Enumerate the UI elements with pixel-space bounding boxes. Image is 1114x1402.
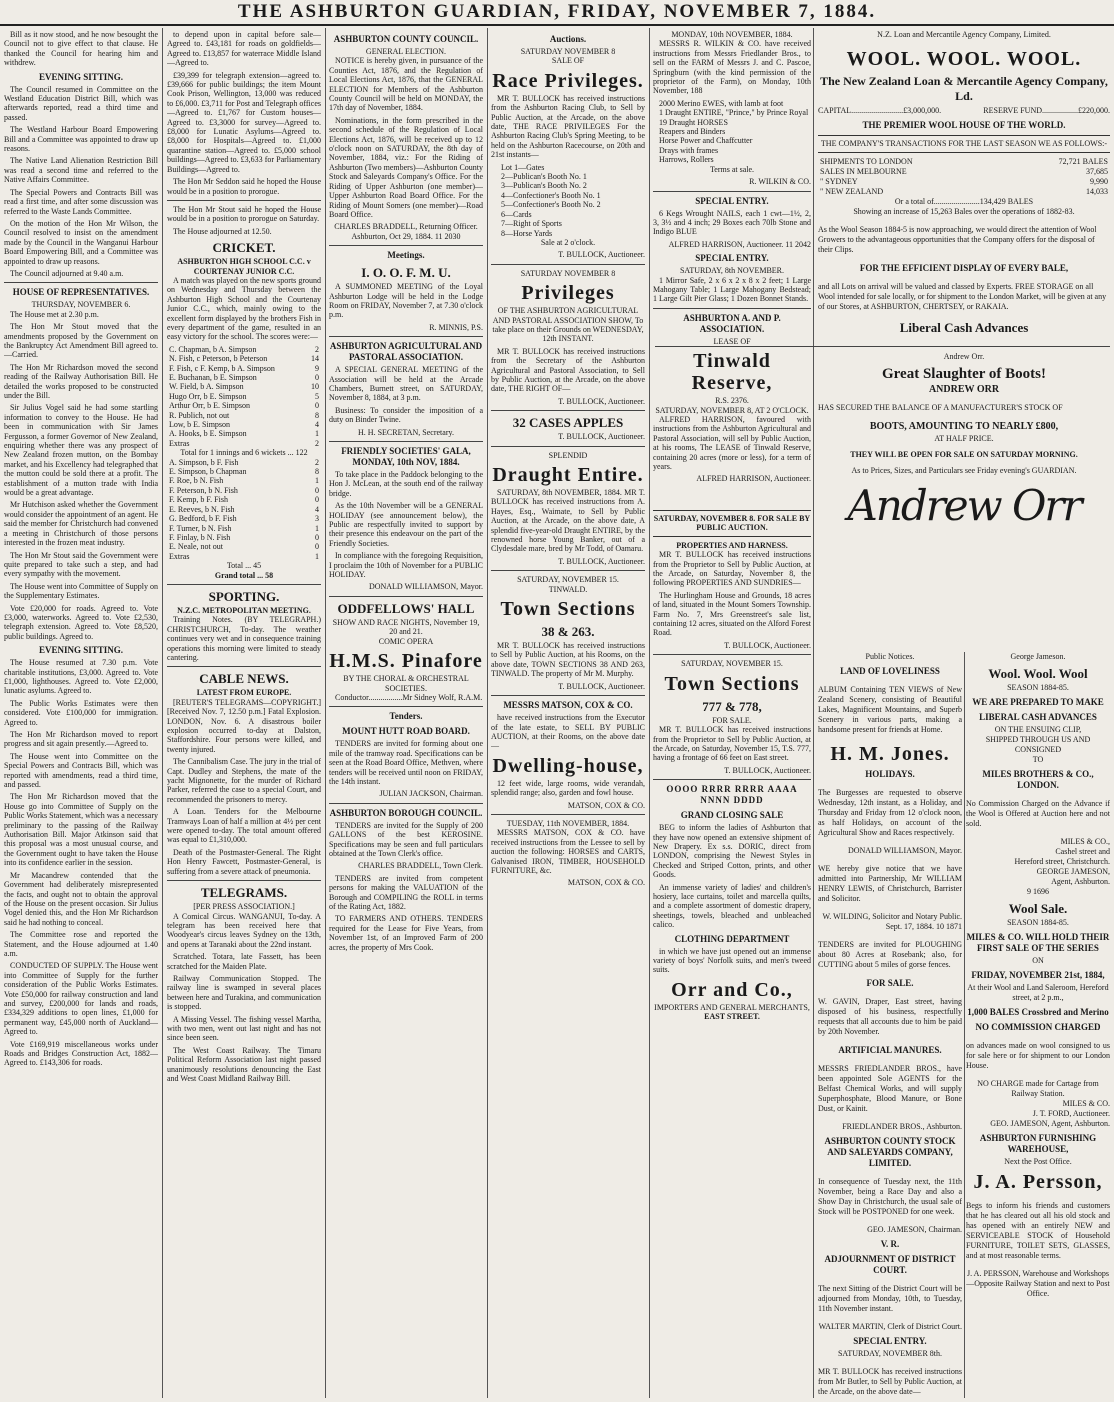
- ad-date: SATURDAY NOVEMBER 8: [520, 47, 616, 56]
- ad-subheading: LEASE OF: [713, 336, 751, 346]
- article-text: The Hon Mr Stout moved that the amendments proposed by the Government on the Bankruptcy Act Amendment Bill agreed to.—Carried.: [4, 322, 158, 360]
- ad-subheading: SPLENDID: [548, 450, 588, 460]
- ad-signature: T. BULLOCK, Auctioneer.: [558, 681, 645, 691]
- jameson-item: NO COMMISSION CHARGED: [975, 1022, 1101, 1032]
- wool-row-label: " SYDNEY: [820, 177, 858, 186]
- score-grand-total: Grand total ... 58: [214, 570, 274, 580]
- notice-item: MR T. BULLOCK has received instructions from Mr Butler, to Sell by Public Auction, at the Arcade, on the above date—: [818, 1367, 962, 1396]
- ad-heading: FOR THE EFFICIENT DISPLAY OF EVERY BALE,: [859, 263, 1069, 273]
- ad-text: Conductor.................Mr Sidney Wolf, R.A.M.: [335, 692, 483, 702]
- capital-row: [818, 106, 1110, 116]
- ad-title: Race Privileges.: [492, 69, 644, 92]
- article-text: The Council resumed in Committee on the Westland Education District Bill, which was afterwards reported, read a third time and passed.: [4, 84, 158, 122]
- ad-subheading: GENERAL ELECTION.: [365, 47, 447, 56]
- race-lot: 7—Right of Sports: [501, 219, 562, 229]
- ad-title: Tinwald Reserve,: [691, 350, 773, 395]
- ad-text: SATURDAY, 8th NOVEMBER, 1884. MR T. BULLOCK has received instructions from A. Hayes, Esq., Waimate, to Sell by Public Auction, at the Arcade, on the above date, A splendid five-year-old Draught ENTIRE, by the renowned horse Young Banker, out of a Clydesdale mare, bred by Mr Todd, of Oamaru.: [491, 488, 645, 554]
- advert-label: N.Z. Loan and Mercantile Agency Company, Limited.: [877, 30, 1051, 39]
- jameson-item: Agent, Ashburton.: [1051, 877, 1110, 886]
- notice-item: WE hereby give notice that we have admitted into Partnership, Mr WILLIAM HENRY LEWIS, of Christchurch, Barrister and Solicitor.: [818, 864, 962, 903]
- ad-text: TENDERS are invited for the Supply of 200 GALLONS of the best KEROSINE. Specifications may be seen and full particulars obtained at the Town Clerk's office.: [329, 820, 483, 858]
- ad-date: SATURDAY, NOVEMBER 8, AT 2 O'CLOCK.: [655, 405, 809, 415]
- ad-signature: CHARLES BRADDELL, Town Clerk.: [358, 861, 483, 871]
- column-notices: ASHBURTON COUNTY COUNCIL. GENERAL ELECTION. NOTICE is hereby given, in pursuance of the Counties Act, 1876, and the Regulation of Local Elections Act, 1876, that the GENERAL ELECTION for Members of the Ashburton County Council will be held on MONDAY, the 17th day of November, 1884. Nominations, in the form prescribed in the second schedule of the Regulation of Local Elections Act, 1876, will be received up to 12 o'clock noon on SATURDAY, the 8th day of November, 1884, viz.: For the Riding of Ashburton (Two members)—Ashburton County Stock and Saleyards Company's Office. For the Riding of Upper Ashburton (one member)—Upper Ashburton Road Board Office. For the Riding of Mount Somers (one member)—Road Board Office. CHARLES BRADDELL, Returning Officer. Ashburton, Oct 29, 1884. 11 2030 Meetings. I. O. O. F. M. U. A SUMMONED MEETING of the Loyal Ashburton Lodge will be held in the Lodge Room on FRIDAY, November 7, at 7.30 o'clock p.m. R. MINNIS, P.S. ASHBURTON AGRICULTURAL AND PASTORAL ASSOCIATION. A SPECIAL GENERAL MEETING of the Association will be held at the Arcade Chambers, Burnett street, on SATURDAY, November 8, 1884, at 3 p.m. Business: To consider the imposition of a duty on Binder Twine. H. H. SECRETAN, Secretary. FRIENDLY SOCIETIES' GALA, MONDAY, 10th NOV, 1884. To take place in the Paddock belonging to the Hon J. McLean, at the south end of the railway bridge. As the 10th November will be a GENERAL HOLIDAY (see announcement below), the Public are respectfully invited to support by their presence this endeavour on the part of the Friendly Societies. In compliance with the foregoing Requisition, I proclaim the 10th of November for a PUBLIC HOLIDAY. DONALD WILLIAMSON, Mayor. ODDFELLOWS' HALL SHOW AND RACE NIGHTS, November 19, 20 and 21. COMIC OPERA H.M.S. Pinafore BY THE CHORAL & ORCHESTRAL SOCIETIES. Conductor.................Mr Sidney Wolf, R.A.M. Tenders. MOUNT HUTT ROAD BOARD. TENDERS are invited for forming about one mile of the tramway road. Specifications can be seen at the Road Board Office, Methven, where tenders will be received until noon on FRIDAY, the 14th instant. JULIAN JACKSON, Chairman. ASHBURTON BOROUGH COUNCIL. TENDERS are invited for the Supply of 200 GALLONS of the best KEROSINE. Specifications may be seen and full particulars obtained at the Town Clerk's office. CHARLES BRADDELL, Town Clerk. TENDERS are invited from competent persons for making the VALUATION of the Borough and COMPILING the ROLL in terms of the Rating Act, 1882. TO FARMERS AND OTHERS. TENDERS required for the Lease for Five Years, from November 1st, of an Improved Farm of 200 acres, the property of Mrs Cook.: [329, 34, 483, 952]
- ad-title: 32 CASES APPLES: [512, 415, 624, 431]
- ad-heading: ASHBURTON COUNTY COUNCIL.: [333, 34, 479, 44]
- wool-row-value: 72,721 BALES: [1058, 157, 1108, 166]
- wool-row-value: 14,033: [1086, 187, 1108, 196]
- ad-heading: ODDFELLOWS' HALL: [337, 600, 475, 616]
- notice-item: W. WILDING, Solicitor and Notary Public.: [822, 912, 962, 921]
- nz-loan-advert: [818, 30, 1110, 40]
- ad-text: A SPECIAL GENERAL MEETING of the Association will be held at the Arcade Chambers, Burnett street, on SATURDAY, November 8, 1884, at 3 p.m.: [329, 365, 483, 403]
- jameson-item: MILES & CO. WILL HOLD THEIR FIRST SALE OF THE SERIES: [966, 932, 1110, 953]
- column-auctions-2: MONDAY, 10th NOVEMBER, 1884. MESSRS R. WILKIN & CO. have received instructions from Messrs Friedlander Bros., to sell on the FARM of Messrs J. and C. Pascoe, Springburn (with the kind permission of the proprietor of the Farm), on Monday, 10th November, 188 2000 Merino EWES, with lamb at foot 1 Draught ENTIRE, "Prince," by Prince Royal 19 Draught HORSES Reapers and Binders Horse Power and Chaffcutter Drays with frames Harrows, Rollers Terms at sale. R. WILKIN & CO. SPECIAL ENTRY. 6 Kegs Wrought NAILS, each 1 cwt—1½, 2, 3, 3½ and 4 inch; 29 Boxes each 70lb Stone and Indigo BLUE ALFRED HARRISON, Auctioneer. 11 2042 SPECIAL ENTRY. SATURDAY, 8th NOVEMBER. 1 Mirror Safe, 2 x 6 x 2 x 8 x 2 feet; 1 Large Mahogany Table; 1 Large Mahogany Bedstead; 1 Large Gilt Pier Glass; 1 Dozen Bonnet Stands. ASHBURTON A. AND P. ASSOCIATION. LEASE OF Tinwald Reserve, R.S. 2376. SATURDAY, NOVEMBER 8, AT 2 O'CLOCK. ALFRED HARRISON, favoured with instructions from the Ashburton Agricultural and Pastoral Association, will sell by Public Auction, at his rooms, The LEASE of Tinwald Reserve, containing 20 acres (more or less), for a term of years. ALFRED HARRISON, Auctioneer.: [653, 30, 811, 484]
- notice-item: In consequence of Tuesday next, the 11th November, being a Race Day and also a Show Day in Christchurch, the usual sale of Stock will be POSTPONED for one week.: [818, 1177, 962, 1216]
- scoreboard-table: C. Chapman, b A. Simpson 2 N. Fish, c Peterson, b Peterson 14 F. Fish, c F. Kemp, b A. Simpson 9 E. Buchanan, b E. Simpson 0 W. Field, b A. Simpson 10 Hugo Orr, b E. Simpson 5 Arthur Orr, b E. Simpson 0 R. Publich, not out 8 Low, b E. Simpson 4 A. Hooks, b E. Simpson 1 Extras 2: [169, 344, 319, 448]
- ad-text: ALFRED HARRISON, favoured with instructions from the Ashburton Agricultural and Pastoral Association, will sell by Public Auction, at his rooms, The LEASE of Tinwald Reserve, containing 20 acres (more or less), for a term of years.: [653, 414, 811, 471]
- ad-title: Draught Entire.: [492, 464, 644, 486]
- jameson-item: No Commission Charged on the Advance if the Wool is Offered at Auction here and not sold.: [966, 799, 1110, 828]
- notice-item: HOLIDAYS.: [865, 769, 915, 779]
- notice-item: SPECIAL ENTRY.: [853, 1336, 927, 1346]
- ad-heading: SPECIAL ENTRY.: [695, 195, 769, 206]
- ad-signature: ALFRED HARRISON, Auctioneer.: [696, 474, 811, 484]
- ad-subheading: IMPORTERS AND GENERAL MERCHANTS,: [654, 1002, 810, 1012]
- jameson-item: 1,000 BALES Crossbred and Merino: [967, 1007, 1109, 1017]
- ad-signature: T. BULLOCK, Auctioneer.: [558, 556, 645, 566]
- wool-total: Or a total of.......................134,429 BALES: [894, 197, 1034, 206]
- jameson-item: SHIPPED THROUGH US AND CONSIGNED: [985, 735, 1091, 754]
- wool-transactions-table: [818, 157, 1110, 197]
- ad-text: As to Prices, Sizes, and Particulars see Friday evening's GUARDIAN.: [851, 466, 1077, 475]
- article-text: Training Notes. (BY TELEGRAPH.) CHRISTCHURCH, To-day. The weather continues very wet and in consequence training operations this morning were limited to steady cantering.: [167, 615, 321, 662]
- ad-date: SATURDAY NOVEMBER 8: [520, 268, 616, 278]
- ad-text: MR T. BULLOCK has received instructions from the Ashburton Racing Club, to Sell by Public Auction, at the Arcade, on the above date, THE RACE PRIVILEGES For the Ashburton Racing Club's Spring Meeting, to be held on the Ashburton Racecourse, on 20th and 21st instants—: [491, 93, 645, 160]
- jameson-item: Hereford street, Christchurch.: [1014, 857, 1110, 866]
- jameson-item: ON: [1032, 956, 1044, 965]
- ad-heading: MESSRS MATSON, COX & CO.: [503, 700, 633, 711]
- section-heading: EVENING SITTING.: [38, 71, 124, 82]
- ad-heading: MOUNT HUTT ROAD BOARD.: [342, 726, 470, 737]
- race-lot: 4—Confectioner's Booth No. 1: [501, 190, 601, 200]
- capital: CAPITAL..........................£3,000,000.: [818, 106, 942, 115]
- jameson-item: MILES & CO.,: [1060, 837, 1110, 846]
- ad-text: THEY WILL BE OPEN FOR SALE ON SATURDAY MORNING.: [850, 450, 1078, 459]
- article-text: The House met at 2.30 p.m.: [10, 309, 99, 319]
- ad-text: As the Wool Season 1884-5 is now approaching, we would direct the attention of Wool Growers to the advantageous opportunities that the Company offers for the disposal of their Clips.: [818, 225, 1097, 254]
- ad-subheading: SALE OF: [551, 56, 585, 66]
- jameson-item: Begs to inform his friends and customers that he has cleared out all his old stock and has opened with an entirely NEW and SERVICEABLE STOCK of Household FURNITURE, TOILET SETS, GLASSES, and at most reasonable terms.: [966, 1201, 1110, 1260]
- ad-heading: BOOTS, AMOUNTING TO NEARLY £800,: [869, 421, 1059, 432]
- ad-signature: T. BULLOCK, Auctioneer.: [558, 396, 645, 406]
- notice-item: H. M. Jones.: [830, 743, 950, 765]
- column-rule: [325, 28, 326, 1398]
- divider: [655, 346, 1110, 347]
- ad-title: Privileges: [521, 282, 615, 305]
- wilkin-item: Drays with frames: [659, 145, 719, 155]
- ad-text: NOTICE is hereby given, in pursuance of the Counties Act, 1876, and the Regulation of Local Elections Act, 1876, that the GENERAL ELECTION for Members of the Ashburton County Council will be held on MONDAY, the 17th day of November, 1884.: [329, 56, 483, 113]
- notice-item: Public Notices.: [865, 652, 915, 661]
- subheading: [PER PRESS ASSOCIATION.]: [193, 902, 295, 912]
- ad-date: MONDAY, 10th NOVEMBER, 1884.: [671, 30, 793, 39]
- ad-title: Liberal Cash Advances: [899, 320, 1029, 335]
- section-heading: Meetings.: [387, 250, 425, 261]
- wool-row: [818, 177, 1110, 187]
- jameson-item: Wool. Wool. Wool: [988, 666, 1088, 681]
- wilkin-item: 19 Draught HORSES: [659, 117, 728, 127]
- wool-row-label: SHIPMENTS TO LONDON: [820, 157, 913, 166]
- wool-row: [818, 157, 1110, 167]
- jameson-item: George Jameson.: [1010, 652, 1066, 661]
- ad-title: Town Sections: [500, 598, 636, 621]
- ad-title: Great Slaughter of Boots!: [881, 366, 1047, 382]
- jameson-item: SEASON 1884-85.: [1007, 683, 1069, 692]
- article-text: The Hon Mr Richardson moved the second reading of the Railway Authorisation Bill. He detailed the works proposed to be constructed under the Bill.: [4, 362, 158, 400]
- notice-item: Sept. 17, 1884. 10 1871: [885, 922, 962, 931]
- section-heading: Auctions.: [549, 34, 587, 44]
- jameson-item: Wool Sale.: [1008, 901, 1068, 916]
- race-lot: 2—Publican's Booth No. 1: [501, 172, 587, 182]
- jameson-item: LIBERAL CASH ADVANCES: [979, 712, 1097, 722]
- ad-signature: JULIAN JACKSON, Chairman.: [379, 789, 483, 799]
- jameson-item: NO CHARGE made for Cartage from Railway Station.: [977, 1079, 1099, 1098]
- ad-text: MR T. BULLOCK has received instructions from the Proprietor to Sell by Public Auction, at the Arcade, on Saturday, November 8, the following PROPERTIES AND SUNDRIES—: [653, 550, 811, 588]
- notice-item: SATURDAY, NOVEMBER 8th.: [837, 1349, 943, 1358]
- ad-title: H.M.S. Pinafore: [329, 650, 483, 673]
- notice-item: DONALD WILLIAMSON, Mayor.: [847, 846, 962, 855]
- jameson-item: ON THE ENSUING CLIP,: [994, 725, 1082, 734]
- ad-title: 777 & 778,: [702, 698, 762, 714]
- section-heading: TELEGRAMS.: [200, 885, 288, 901]
- notice-item: ALBUM Containing TEN VIEWS of New Zealand Scenery, consisting of Beautiful Lakes, Magnificent Mountains, and Superb Scenery in various parts, making a handsome present for friends at Home.: [818, 685, 962, 734]
- jameson-item: ASHBURTON FURNISHING WAREHOUSE,: [979, 1133, 1097, 1154]
- ad-title: Town Sections: [664, 672, 800, 695]
- ad-title: Dwelling-house,: [492, 754, 644, 777]
- score-total: Total for 1 innings and 6 wickets ... 122: [180, 448, 308, 458]
- ad-heading: CLOTHING DEPARTMENT: [674, 933, 790, 944]
- jameson-item: SEASON 1884-85.: [1007, 918, 1069, 927]
- ad-title: Orr and Co.,: [671, 978, 793, 1001]
- subheading: ASHBURTON HIGH SCHOOL C.C. v COURTENAY JUNIOR C.C.: [177, 257, 311, 276]
- notice-item: MESSRS FRIEDLANDER BROS., have been appointed Sole AGENTS for the Belfast Chemical Works, and will supply Superphosphate, Blood Manure, or Bone Dust, or Kainit.: [818, 1064, 962, 1113]
- premier-heading: THE PREMIER WOOL HOUSE OF THE WORLD.: [862, 120, 1066, 130]
- wool-row: [818, 167, 1110, 177]
- section-heading: EVENING SITTING.: [38, 645, 124, 656]
- article-text: A Comical Circus. WANGANUI, To-day. A telegram has been received here that Woodyear's circus leaves Sydney on the 13th, and opens at Taranaki about the 22nd instant.: [167, 911, 321, 949]
- ad-subheading: OF THE ASHBURTON AGRICULTURAL AND PASTORAL ASSOCIATION SHOW, To take place on their Grounds on WEDNESDAY, 12th INSTANT.: [492, 306, 644, 344]
- column-rule: [487, 28, 488, 1398]
- ad-subheading: TINWALD.: [548, 584, 588, 594]
- advert-label: Andrew Orr.: [943, 352, 985, 361]
- ad-signature: MATSON, COX & CO.: [567, 800, 645, 810]
- ad-subheading: ANDREW ORR: [928, 384, 1000, 395]
- jameson-item: MILES BROTHERS & CO., LONDON.: [982, 769, 1094, 790]
- notice-item: ASHBURTON COUNTY STOCK AND SALEYARDS COMPANY, LIMITED.: [824, 1136, 956, 1168]
- ad-text: TENDERS are invited for forming about one mile of the tramway road. Specifications can be seen at the Road Board Office, Methven, where tenders will be received until noon on FRIDAY, the 14th instant.: [329, 739, 483, 786]
- ad-heading: ASHBURTON A. AND P. ASSOCIATION.: [683, 312, 781, 334]
- andrew-orr-advert: [818, 352, 1110, 648]
- ad-subheading: SHOW AND RACE NIGHTS, November 19, 20 and 21.: [332, 617, 480, 637]
- notice-item: TENDERS are invited for PLOUGHING about 80 Acres at Rosebank; also, for CUTTING about 5 miles of gorse fences.: [818, 940, 962, 969]
- wool-row-value: 9,990: [1090, 177, 1108, 186]
- section-heading: HOUSE OF REPRESENTATIVES.: [12, 287, 150, 298]
- section-heading: SPORTING.: [208, 588, 280, 604]
- ad-subheading: PROPERTIES AND HARNESS.: [676, 540, 788, 550]
- jameson-item: FRIDAY, NOVEMBER 21st, 1884,: [971, 970, 1105, 980]
- column-rule: [964, 652, 965, 1398]
- jameson-item: Next the Post Office.: [1004, 1157, 1072, 1166]
- notice-item: V. R.: [880, 1239, 900, 1249]
- ad-text: HAS SECURED THE BALANCE OF A MANUFACTURER'S STOCK OF: [818, 403, 1063, 412]
- article-text: The House adjourned at 12.50.: [173, 226, 272, 236]
- ad-text: 12 feet wide, large rooms, wide verandah, splendid range; also, garden and fowl house.: [491, 778, 645, 798]
- ad-date: SATURDAY, 8th NOVEMBER.: [679, 266, 785, 276]
- ad-subheading: BY THE CHORAL & ORCHESTRAL SOCIETIES.: [343, 674, 469, 693]
- jameson-item: J. T. FORD, Auctioneer.: [1032, 1109, 1110, 1118]
- ad-date: TUESDAY, 11th NOVEMBER, 1884.: [506, 818, 630, 828]
- ad-heading: ASHBURTON AGRICULTURAL AND PASTORAL ASSOCIATION.: [329, 341, 483, 363]
- article-text: Bill as it now stood, and he now besought the Council not to give effect to that clause. He thanked the Council for hearing him and withdrew.: [4, 30, 158, 68]
- jameson-item: At their Wool and Land Saleroom, Hereford street, at 2 p.m.,: [967, 983, 1109, 1002]
- jameson-item: 9 1696: [1027, 887, 1049, 896]
- column-sporting: to depend upon in capital before sale—Agreed to. £43,181 for roads on goldfields—Agreed to. £13,857 for waterrace Middle Island—Agreed to. £39,399 for telegraph extension—agreed to. £39,666 for public buildings; the item Mount Cook Prison, Wellington, 13,000 was reduced to £6,000. £3,711 for Post and Telegraph offices—Agreed to. £1,767 for Custom houses—Agreed to. £3,3000 for survey—Agreed to. £8,000 for Lunatic Asylums—Agreed to. £8,000 for Hospitals—Agreed to. £1,000 quarantine station—Agreed to. £5,000 school buildings—Agreed to. £3,633 for Parliamentary Buildings—Agreed to. The Hon Mr Seddon said he hoped the House would be in a position to prorogue. The Hon Mr Stout said he hoped the House would be in a position to prorogue on Saturday. The House adjourned at 12.50. CRICKET. ASHBURTON HIGH SCHOOL C.C. v COURTENAY JUNIOR C.C. A match was played on the new sports ground on Wednesday and Thursday between the Ashburton High School and the Courtenay Junior C.C., which, mainly owing to the excellent form displayed by the brothers Fish in every department of the game, resulted in an easy victory for the school. The scores were:— C. Chapman, b A. Simpson 2 N. Fish, c Peterson, b Peterson 14 F. Fish, c F. Kemp, b A. Simpson 9 E. Buchanan, b E. Simpson 0 W. Field, b A. Simpson 10 Hugo Orr, b E. Simpson 5 Arthur Orr, b E. Simpson 0 R. Publich, not out 8 Low, b E. Simpson 4 A. Hooks, b E. Simpson 1 Extras 2 Total for 1 innings and 6 wickets ... 122 A. Simpson, b F. Fish 2 E. Simpson, b Chapman 8 F. Roe, b N. Fish 1 F. Peterson, b N. Fish 0 F. Kemp, b F. Fish 0 E. Reeves, b N. Fish 4 G. Bedford, b F. Fish 3 F. Turner, b N. Fish 1 F. Finlay, b N. Fish 0 E. Neale, not out 0 Extras 1 Total ... 45 Grand total ... 58 SPORTING. N.Z.C. METROPOLITAN MEETING. Training Notes. (BY TELEGRAPH.) CHRISTCHURCH, To-day. The weather continues very wet and in consequence training operations this morning were limited to steady cantering. CABLE NEWS. LATEST FROM EUROPE. [REUTER'S TELEGRAMS—COPYRIGHT.] [Received Nov. 7, 12.50 p.m.] Fatal Explosion. LONDON, Nov. 6. A disastrous boiler explosion occurred to-day at Dalston, Staffordshire. Four persons were killed, and twenty injured. The Cannibalism Case. The jury in the trial of Capt. Dudley and Stephens, the mate of the yacht Mignonette, for the murder of Richard Parker, referred the case to a special Court, and recommended the prisoners to mercy. A Loan. Tenders for the Melbourne Tramways Loan of half a million at 4½ per cent were opened to-day. The total amount offered was equal to £1,310,000. Death of the Postmaster-General. The Right Hon Henry Fawcett, Postmaster-General, is suffering from a severe attack of pneumonia. TELEGRAMS. [PER PRESS ASSOCIATION.] A Comical Circus. WANGANUI, To-day. A telegram has been received here that Woodyear's circus leaves Sydney on the 13th, and opens at Taranaki about the 22nd instant. Scratched. Totara, late Fassett, has been scratched for the Maiden Plate. Railway Communication Stopped. The railway line is swamped in several places between here and Turakina, and communication is stopped. A Missing Vessel. The fishing vessel Martha, with two men, went out last night and has not since been seen. The West Coast Railway. The Timaru Political Reform Association last night passed unanimously resolutions denouncing the East and West Coast Midland Railway Bill.: [167, 30, 321, 1083]
- section-heading: Tenders.: [389, 711, 423, 722]
- column-rule: [813, 28, 814, 1398]
- notice-item: ADJOURNMENT OF DISTRICT COURT.: [824, 1254, 956, 1275]
- jameson-column: [966, 652, 1110, 1398]
- wilkin-item: Reapers and Binders: [659, 127, 726, 137]
- ad-text: AT HALF PRICE.: [934, 434, 994, 443]
- wool-row-value: 37,685: [1086, 167, 1108, 176]
- notice-item: GEO. JAMESON, Chairman.: [867, 1225, 962, 1234]
- ad-signature: H. H. SECRETAN, Secretary.: [358, 427, 454, 437]
- jameson-item: GEO. JAMESON, Agent, Ashburton.: [990, 1119, 1110, 1128]
- notice-item: WALTER MARTIN, Clerk of District Court.: [818, 1322, 962, 1331]
- subheading: LATEST FROM EUROPE.: [196, 688, 292, 698]
- ad-text: A SUMMONED MEETING of the Loyal Ashburton Lodge will be held in the Lodge Room on FRIDAY, November 7, at 7.30 o'clock p.m.: [329, 282, 483, 320]
- ad-text: Sale at 2 o'clock.: [540, 237, 596, 247]
- jameson-item: GEORGE JAMESON,: [1036, 867, 1110, 876]
- notice-item: The next Sitting of the District Court will be adjourned from Monday, 10th, to Tuesday, 11th November instant.: [818, 1284, 962, 1313]
- ad-signature: R. WILKIN & CO.: [749, 177, 811, 187]
- signature-image: Andrew Orr: [847, 481, 1081, 530]
- ad-date: SATURDAY, NOVEMBER 15.: [517, 575, 619, 585]
- wool-row-label: SALES IN MELBOURNE: [820, 167, 907, 176]
- article-text: [REUTER'S TELEGRAMS—COPYRIGHT.] [Received Nov. 7, 12.50 p.m.] Fatal Explosion. LONDON, Nov. 6. A disastrous boiler explosion occurred to-day at Dalston, Staffordshire. Four persons were killed, and twenty injured.: [167, 697, 321, 754]
- notice-item: LAND OF LOVELINESS: [840, 666, 940, 676]
- ad-heading: I. O. O. F. M. U.: [361, 265, 451, 281]
- wilkin-item: Harrows, Rollers: [659, 155, 714, 165]
- jameson-item: WE ARE PREPARED TO MAKE: [972, 697, 1104, 707]
- section-heading: CABLE NEWS.: [199, 671, 289, 687]
- ad-text: [818, 343, 1110, 344]
- ad-subheading: R.S. 2376.: [715, 396, 749, 406]
- score-total: Total ... 45: [226, 561, 262, 571]
- column-auctions-3: SATURDAY, NOVEMBER 8. FOR SALE BY PUBLIC AUCTION. PROPERTIES AND HARNESS. MR T. BULLOCK has received instructions from the Proprietor to Sell by Public Auction, at the Arcade, on Saturday, November 8, the following PROPERTIES AND SUNDRIES— The Hurlingham House and Grounds, 18 acres of land, situated in the Mount Somers Township. Farm No. 7, Mrs Greenstreet's sale list, containing 12 acres, situated on the Alford Forest Road. T. BULLOCK, Auctioneer. SATURDAY, NOVEMBER 15. Town Sections 777 & 778, FOR SALE. MR T. BULLOCK has received instructions from the Proprietor to Sell by Public Auction, at the Arcade, on Saturday, November 15, T.S. 777, having a frontage of 66 feet on East street. T. BULLOCK, Auctioneer. OOOO RRRR RRRR AAAA NNNN DDDD GRAND CLOSING SALE BEG to inform the ladies of Ashburton that they have now opened an extensive shipment of New Drapery. Ex s.s. DORIC, direct from LONDON, comprising the Newest Styles in Checked and Striped Cotton, prints, and other Goods. An immense variety of ladies' and children's hosiery, lace curtains, toilet and marcella quilts, and a complete assortment of domestic drapery, sheetings, towels, bleached and unbleached calico. CLOTHING DEPARTMENT in which we have just opened out an immense variety of boys' Norfolk suits, and men's tweed suits. Orr and Co., IMPORTERS AND GENERAL MERCHANTS, EAST STREET.: [653, 506, 811, 1398]
- wilkin-item: 1 Draught ENTIRE, "Prince," by Prince Royal: [659, 108, 809, 118]
- section-heading: CRICKET.: [212, 240, 276, 256]
- jameson-item: Cashel street and: [1055, 847, 1110, 856]
- ad-text: Terms at sale.: [709, 164, 755, 174]
- transactions-heading: THE COMPANY'S TRANSACTIONS FOR THE LAST SEASON WE AS FOLLOWS:-: [818, 135, 1110, 153]
- ad-subheading: FOR SALE.: [712, 715, 752, 725]
- wool-increase: Showing an increase of 15,263 Bales over the operations of 1882-83.: [853, 207, 1075, 216]
- article-text: The House resumed at 7.30 p.m. Vote charitable institutions, £3,000. Agreed to. Vote £1,000, lighthouses. Agreed to. Vote £2,000, lunatic asylums. Agreed to.: [4, 658, 158, 696]
- ad-title: WOOL. WOOL. WOOL.: [846, 48, 1082, 70]
- race-lot-list: [491, 163, 645, 238]
- race-lot: Lot 1—Gates: [501, 162, 545, 172]
- race-lot: 8—Horse Yards: [501, 228, 553, 238]
- column-rule: [649, 28, 650, 1398]
- ad-signature: MATSON, COX & CO.: [567, 878, 645, 888]
- jameson-item: J. A. Persson,: [973, 1171, 1103, 1193]
- article-text: The Hon Mr Stout said he hoped the House would be in a position to prorogue on Saturday.: [167, 204, 321, 224]
- wilkin-item: 2000 Merino EWES, with lamb at foot: [659, 98, 784, 108]
- reserve: RESERVE FUND..................£220,000.: [983, 106, 1110, 115]
- ad-signature: T. BULLOCK, Auctioneer.: [558, 250, 645, 260]
- date-line: THURSDAY, NOVEMBER 6.: [31, 300, 131, 310]
- race-lot: 6—Cards: [501, 209, 532, 219]
- subheading: N.Z.C. METROPOLITAN MEETING.: [177, 605, 311, 615]
- jameson-item: on advances made on wool consigned to us for sale here or for shipment to our London House.: [966, 1041, 1110, 1070]
- notice-item: The Burgesses are requested to observe Wednesday, 12th instant, as a Holiday, and Thursday and Friday from 12 o'clock noon, as half Holidays, on account of the Agricultural Show and Races respectively.: [818, 788, 962, 837]
- ad-heading: SPECIAL ENTRY.: [695, 253, 769, 264]
- notice-item: ARTIFICIAL MANURES.: [838, 1045, 942, 1055]
- ad-heading: GRAND CLOSING SALE: [680, 810, 784, 821]
- article-text: A match was played on the new sports ground on Wednesday and Thursday between the Ashburton High School and the Courtenay Junior C.C., which, mainly owing to the excellent form displayed by the brothers Fish in every department of the game, resulted in an easy victory for the school. The scores were:—: [167, 275, 321, 342]
- scoreboard-table: A. Simpson, b F. Fish 2 E. Simpson, b Chapman 8 F. Roe, b N. Fish 1 F. Peterson, b N. Fish 0 F. Kemp, b F. Fish 0 E. Reeves, b N. Fish 4 G. Bedford, b F. Fish 3 F. Turner, b N. Fish 1 F. Finlay, b N. Fish 0 E. Neale, not out 0 Extras 1: [169, 457, 319, 561]
- ad-text: and all Lots on arrival will be valued and classed by Experts. FREE STORAGE on all Wool intended for sale locally, or for shipment to the London Market, will be given at any of our Stores, at ASHBURTON, CHERTSEY, or RAKAIA.: [818, 282, 1107, 311]
- nz-loan-body: [818, 44, 1110, 344]
- race-lot: 3—Publican's Booth No. 2: [501, 181, 587, 191]
- ad-signature: T. BULLOCK, Auctioneer.: [558, 432, 645, 442]
- notice-item: FRIEDLANDER BROS., Ashburton.: [842, 1122, 962, 1131]
- ad-subheading: EAST STREET.: [704, 1012, 760, 1022]
- masthead: THE ASHBURTON GUARDIAN, FRIDAY, NOVEMBER 7, 1884.: [0, 0, 1114, 26]
- ad-heading: SATURDAY, NOVEMBER 8. FOR SALE BY PUBLIC AUCTION.: [653, 510, 811, 537]
- ad-heading: FRIENDLY SOCIETIES' GALA, MONDAY, 10th NOV, 1884.: [341, 446, 471, 467]
- company-name: The New Zealand Loan & Mercantile Agency Company, Ld.: [820, 74, 1108, 103]
- ad-signature: CHARLES BRADDELL, Returning Officer. Ashburton, Oct 29, 1884. 11 2030: [334, 222, 478, 241]
- public-notices-column: [818, 652, 962, 1398]
- column-auctions: Auctions. SATURDAY NOVEMBER 8 SALE OF Race Privileges. MR T. BULLOCK has received instructions from the Ashburton Racing Club, to Sell by Public Auction, at the Arcade, on the above date, THE RACE PRIVILEGES For the Ashburton Racing Club's Spring Meeting, to be held on the Ashburton Racecourse, on 20th and 21st instants— Lot 1—Gates 2—Publican's Booth No. 1 3—Publican's Booth No. 2 4—Confectioner's Booth No. 1 5—Confectioner's Booth No. 2 6—Cards 7—Right of Sports 8—Horse Yards Sale at 2 o'clock. T. BULLOCK, Auctioneer. SATURDAY NOVEMBER 8 Privileges OF THE ASHBURTON AGRICULTURAL AND PASTORAL ASSOCIATION SHOW, To take place on their Grounds on WEDNESDAY, 12th INSTANT. MR T. BULLOCK has received instructions from the Secretary of the Ashburton Agricultural and Pastoral Association, to Sell by Public Auction, at the Arcade, on the above date, THE RIGHT OF— T. BULLOCK, Auctioneer. 32 CASES APPLES T. BULLOCK, Auctioneer. SPLENDID Draught Entire. SATURDAY, 8th NOVEMBER, 1884. MR T. BULLOCK has received instructions from A. Hayes, Esq., Waimate, to Sell by Public Auction, at the Arcade, on the above date, A splendid five-year-old Draught ENTIRE, by the renowned horse Young Banker, out of a Clydesdale mare, bred by Mr Todd, of Oamaru. T. BULLOCK, Auctioneer. SATURDAY, NOVEMBER 15. TINWALD. Town Sections 38 & 263. MR T. BULLOCK has received instructions to Sell by Public Auction, at his Rooms, on the above date, TOWN SECTIONS 38 AND 263, TINWALD. The property of Mr M. Murphy. T. BULLOCK, Auctioneer. MESSRS MATSON, COX & CO. have received instructions from the Executor of the late estate, to SELL BY PUBLIC AUCTION, at their Rooms, on the above date— Dwelling-house, 12 feet wide, large rooms, wide verandah, splendid range; also, garden and fowl house. MATSON, COX & CO. TUESDAY, 11th NOVEMBER, 1884. MESSRS MATSON, COX & CO. have received instructions from the Lessee to sell by auction the following: HORSES and CARTS, Galvanised IRON, TIMBER, HOUSEHOLD FURNITURE, &c. MATSON, COX & CO.: [491, 34, 645, 888]
- ad-heading: OOOO RRRR RRRR AAAA NNNN DDDD: [666, 784, 798, 806]
- notice-item: W. GAVIN, Draper, East street, having disposed of his business, respectfully requests that all accounts due to him be paid by 20th November.: [818, 997, 962, 1036]
- column-rule: [162, 28, 163, 1398]
- column-parliament: Bill as it now stood, and he now besought the Council not to give effect to that clause. He thanked the Council for hearing him and withdrew. EVENING SITTING. The Council resumed in Committee on the Westland Education District Bill, which was afterwards reported, read a third time and passed. The Westland Harbour Board Empowering Bill and a Committee was appointed to draw up reasons. The Native Land Alienation Restriction Bill was read a second time and referred to the Native Affairs Committee. The Special Powers and Contracts Bill was read a first time, and after some discussion was referred to the Waste Lands Committee. On the motion of the Hon Mr Wilson, the Council resolved to insist on the amendment made by the Council in the Wanganui Harbour Board Empowering Bill, and a Committee was appointed to draw up reasons. The Council adjourned at 9.40 a.m. HOUSE OF REPRESENTATIVES. THURSDAY, NOVEMBER 6. The House met at 2.30 p.m. The Hon Mr Stout moved that the amendments proposed by the Government on the Bankruptcy Act Amendment Bill agreed to.—Carried. The Hon Mr Richardson moved the second reading of the Railway Authorisation Bill. He detailed the works proposed to be constructed under the Bill. Sir Julius Vogel said he had some startling information to convey to the House. He had been in communication with Sir James Fergusson, a former Governor of New Zealand, enquiring whether there was any prospect of New Zealand frozen mutton, on the Bombay market, and his Excellency had telegraphed that the mutton could be sold there at a profit. The establishment of a mutton trade with India would be a great advantage. Mr Hutchison asked whether the Government would consider the appointment of an agent. He said the member for Christchurch had convened a meeting in Christchurch of those persons interested in the frozen meat industry. The Hon Mr Stout said the Government were quite prepared to take such a step, and had every sympathy with the movement. The House went into Committee of Supply on the Supplementary Estimates. Vote £20,000 for roads. Agreed to. Vote £3,000, waterworks. Agreed to. Vote £2,530, telegraph extension. Agreed to. Vote £8,520, public buildings. Agreed to. EVENING SITTING. The House resumed at 7.30 p.m. Vote charitable institutions, £3,000. Agreed to. Vote £1,000, lighthouses. Agreed to. Vote £2,000, lunatic asylums. Agreed to. The Public Works Estimates were then considered. Vote £100,000 for immigration. Agreed to. The Hon Mr Richardson moved to report progress and sit again presently.—Agreed to. The House went into Committee on the Special Powers and Contracts Bill, which was reported with amendments, read a third time, and passed. The Hon Mr Richardson moved that the House go into Committee of Supply on the Public Works Statement, which was a necessary preliminary to the passing of the Railway Authorisation Bill. Major Atkinson said that this proposal was a most unusual course, and the Government ought to have taken the House into its confidence earlier in the session. Mr Macandrew contended that the Government had deliberately misrepresented the facts, and ought not to obtain the approval of the House on the present occasion. Sir Julius Vogel denied this, and the Hon Mr Richardson said he had nothing to conceal. The Committee rose and reported the Statement, and the House adjourned at 1.40 a.m. CONDUCTED OF SUPPLY. The House went into Committee of Supply for the further consideration of the Public Works Estimates. Vote £50,000 for railway construction and land and survey, £200,000 for lands and roads, £334,329 additions to open lines, £1,000 for permanent way, £45,000 north of Auckland—Agreed to. Vote £169,919 miscellaneous works under Roads and Bridges Construction Act, 1882—Agreed to. £143,306 for roads.: [4, 30, 158, 1068]
- jameson-item: TO: [1032, 755, 1044, 764]
- article-text: to depend upon in capital before sale—Agreed to. £43,181 for roads on goldfields—Agreed to. £13,857 for waterrace Middle Island—Agreed to.: [167, 30, 321, 68]
- jameson-item: MILES & CO.: [1062, 1099, 1110, 1108]
- jameson-item: J. A. PERSSON, Warehouse and Workshops—Opposite Railway Station and next to Post Office.: [966, 1269, 1110, 1298]
- notice-item: FOR SALE.: [866, 978, 914, 988]
- ad-heading: ASHBURTON BOROUGH COUNCIL.: [329, 807, 483, 818]
- ad-text: MESSRS R. WILKIN & CO. have received instructions from Messrs Friedlander Bros., to sell on the FARM of Messrs J. and C. Pascoe, Springburn (with the kind permission of the proprietor of the Farm), on Monday, 10th November, 188: [653, 39, 811, 96]
- wilkin-item-list: [653, 99, 811, 165]
- ad-signature: ALFRED HARRISON, Auctioneer. 11 2042: [668, 239, 811, 249]
- wool-row: [818, 187, 1110, 197]
- ad-title: 38 & 263.: [541, 624, 595, 640]
- ad-subheading: COMIC OPERA: [378, 636, 434, 646]
- wilkin-item: Horse Power and Chaffcutter: [659, 136, 753, 146]
- race-lot: 5—Confectioner's Booth No. 2: [501, 200, 601, 210]
- ad-date: SATURDAY, NOVEMBER 15.: [681, 659, 783, 669]
- wool-row-label: " NEW ZEALAND: [820, 187, 884, 196]
